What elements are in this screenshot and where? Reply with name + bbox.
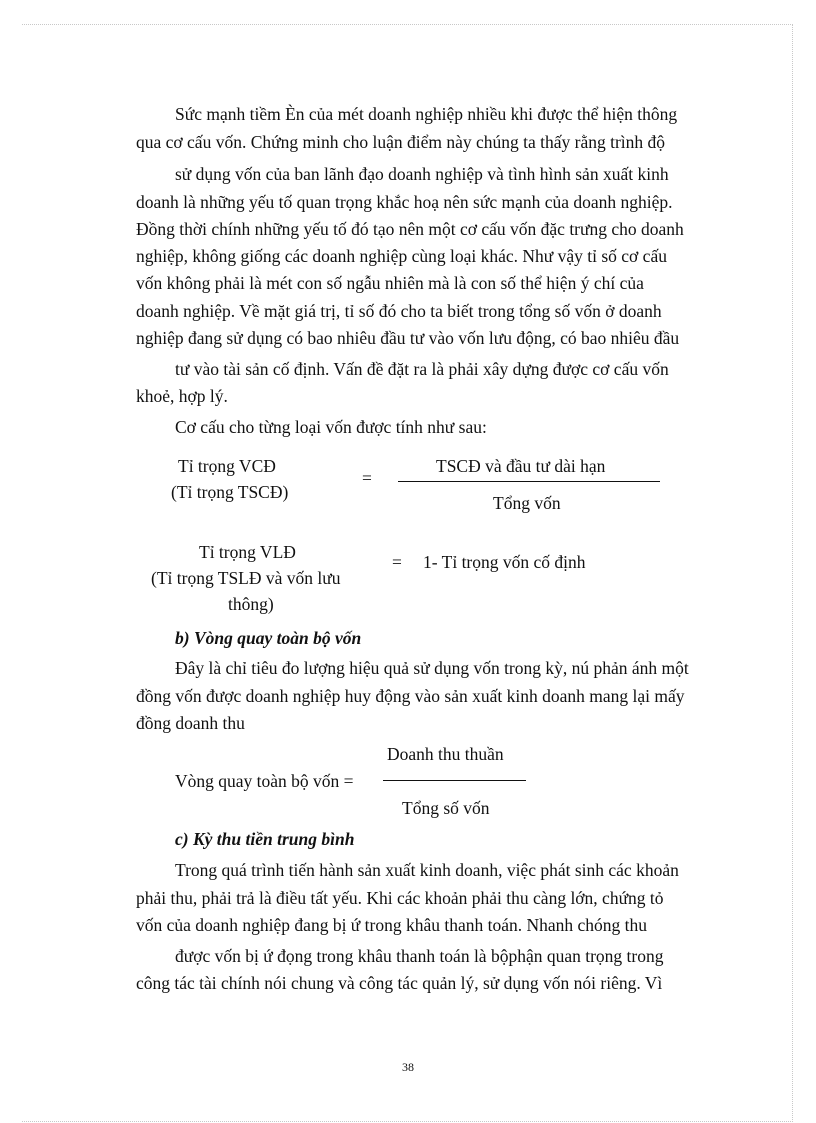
- text-line: được vốn bị ứ đọng trong khâu thanh toán là bộphận quan trọng trong: [175, 946, 664, 966]
- formula1-lhs-line2: (Tỉ trọng TSCĐ): [171, 482, 289, 502]
- text-line: phải thu, phải trả là điều tất yếu. Khi các khoản phải thu càng lớn, chứng tỏ: [136, 888, 664, 908]
- text-line: Trong quá trình tiến hành sản xuất kinh doanh, việc phát sinh các khoản: [175, 860, 679, 880]
- formula1-lhs-line1: Tỉ trọng VCĐ: [178, 456, 276, 476]
- page-number: 38: [402, 1060, 414, 1074]
- formula3-numerator: Doanh thu thuần: [387, 744, 504, 764]
- formula3-fraction-bar: [383, 780, 526, 781]
- text-line: doanh là những yếu tố quan trọng khắc hoạ nên sức mạnh của doanh nghiệp.: [136, 192, 673, 212]
- formula1-equals: =: [362, 468, 372, 488]
- text-line: vốn không phải là mét con số ngẫu nhiên mà là con số thể hiện ý chí của: [136, 273, 644, 293]
- formula2-lhs-line2: (Tỉ trọng TSLĐ và vốn lưu: [151, 568, 341, 588]
- text-line: Sức mạnh tiềm Èn của mét doanh nghiệp nhiều khi được thể hiện thông: [175, 104, 678, 124]
- text-line: qua cơ cấu vốn. Chứng minh cho luận điểm này chúng ta thấy rằng trình độ: [136, 132, 666, 152]
- text-line: doanh nghiệp. Về mặt giá trị, tỉ số đó cho ta biết trong tổng số vốn ở doanh: [136, 301, 662, 321]
- text-line: nghiệp, không giống các doanh nghiệp cùng loại khác. Như vậy tỉ số cơ cấu: [136, 246, 667, 266]
- text-line: đồng vốn được doanh nghiệp huy động vào sản xuất kinh doanh mang lại mấy: [136, 686, 685, 706]
- text-line: nghiệp đang sử dụng có bao nhiêu đầu tư vào vốn lưu động, có bao nhiêu đầu: [136, 328, 680, 348]
- text-line: đồng doanh thu: [136, 713, 245, 733]
- formula2-lhs-line3: thông): [228, 594, 274, 614]
- text-line: công tác tài chính nói chung và công tác quản lý, sử dụng vốn nói riêng. Vì: [136, 973, 663, 993]
- formula1-denominator: Tổng vốn: [493, 493, 561, 513]
- formula1-fraction-bar: [398, 481, 660, 482]
- formula3-denominator: Tổng số vốn: [402, 798, 490, 818]
- formula2-equals: =: [392, 552, 402, 572]
- heading-b: b) Vòng quay toàn bộ vốn: [175, 628, 362, 648]
- formula-intro: Cơ cấu cho từng loại vốn được tính như sau:: [175, 417, 487, 437]
- text-line: khoẻ, hợp lý.: [136, 386, 228, 406]
- text-line: vốn của doanh nghiệp đang bị ứ trong khâu thanh toán. Nhanh chóng thu: [136, 915, 648, 935]
- text-line: sử dụng vốn của ban lãnh đạo doanh nghiệp và tình hình sản xuất kinh: [175, 164, 669, 184]
- formula2-lhs-line1: Tỉ trọng VLĐ: [199, 542, 296, 562]
- text-line: Đồng thời chính những yếu tố đó tạo nên một cơ cấu vốn đặc trưng cho doanh: [136, 219, 684, 239]
- text-line: Đây là chỉ tiêu đo lượng hiệu quả sử dụng vốn trong kỳ, nú phản ánh một: [175, 658, 689, 678]
- heading-c: c) Kỳ thu tiền trung bình: [175, 829, 355, 849]
- formula3-lhs: Vòng quay toàn bộ vốn =: [175, 771, 354, 791]
- formula1-numerator: TSCĐ và đầu tư dài hạn: [436, 456, 606, 476]
- text-line: tư vào tài sản cố định. Vấn đề đặt ra là phải xây dựng được cơ cấu vốn: [175, 359, 669, 379]
- formula2-rhs: 1- Tỉ trọng vốn cố định: [423, 552, 586, 572]
